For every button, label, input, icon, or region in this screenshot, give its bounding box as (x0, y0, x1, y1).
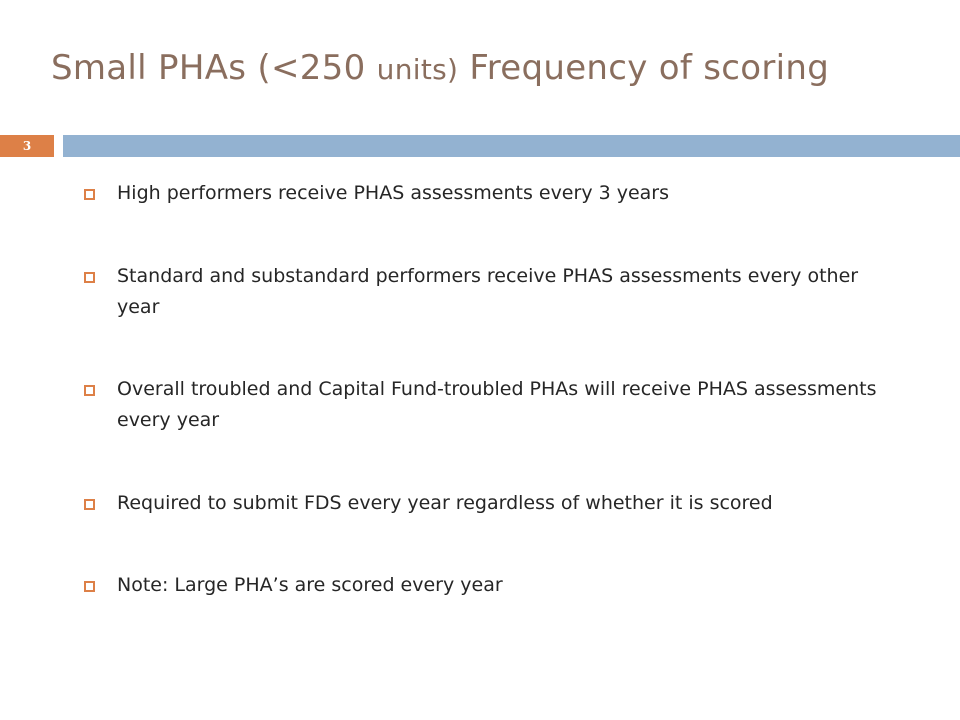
bullet-item (80, 178, 900, 209)
square-bullet-icon (84, 581, 95, 592)
square-bullet-icon (84, 189, 95, 200)
bullet-text: Overall troubled and Capital Fund-troubled PHAs will receive PHAS assessments every year (117, 378, 877, 431)
square-bullet-icon (84, 499, 95, 510)
slide-number-box (0, 135, 54, 157)
bullet-text: Required to submit FDS every year regardless of whether it is scored (117, 492, 773, 514)
bullet-item (80, 488, 900, 519)
bullet-item (80, 570, 900, 601)
bullet-item (80, 261, 900, 323)
square-bullet-icon (84, 272, 95, 283)
bullet-text: Note: Large PHA’s are scored every year (117, 574, 503, 596)
square-bullet-icon (84, 385, 95, 396)
slide-title (51, 48, 829, 88)
slide-number: 3 (22, 139, 32, 153)
title-text-part1: Small PHAs (<250 (51, 48, 377, 88)
bullet-text: High performers receive PHAS assessments every 3 years (117, 182, 670, 204)
bullet-text: Standard and substandard performers receive PHAS assessments every other year (117, 265, 859, 318)
bullet-list (80, 178, 900, 601)
title-text-units: units) (376, 53, 459, 86)
accent-bar (63, 135, 960, 157)
bullet-item (80, 374, 900, 436)
title-text-part2: Frequency of scoring (458, 48, 830, 88)
